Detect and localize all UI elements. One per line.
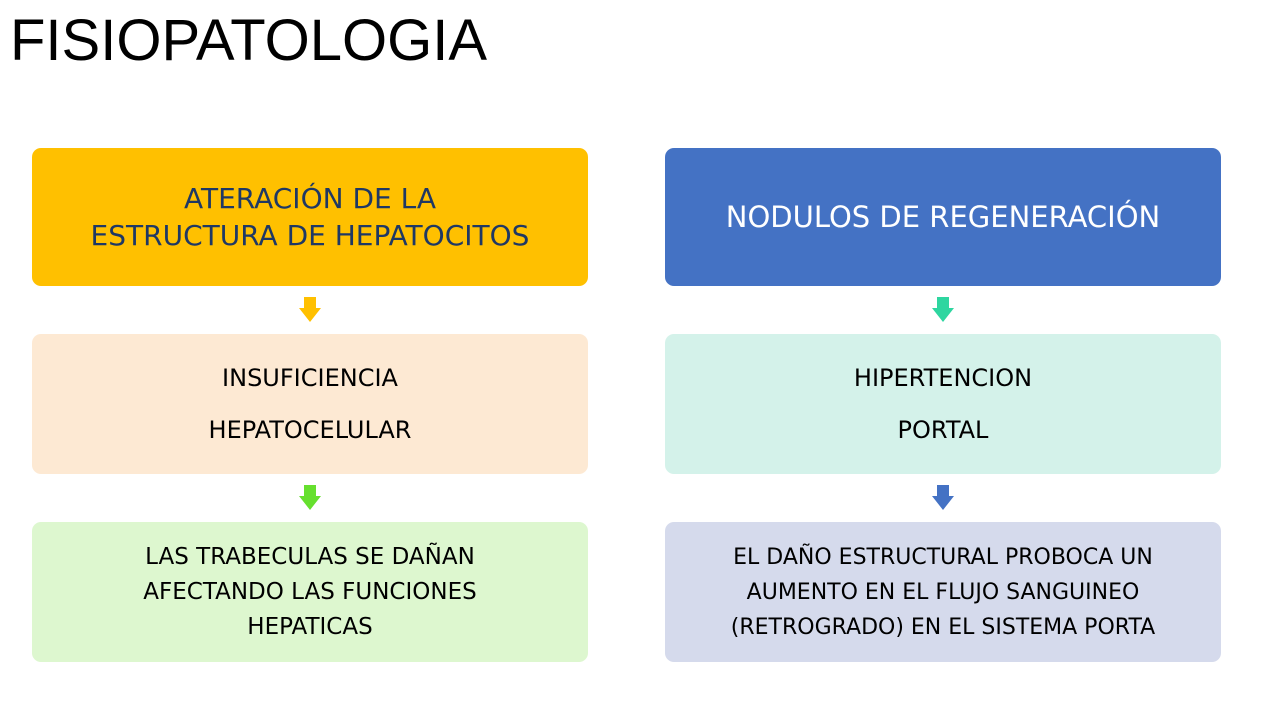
right-middle-line-2: PORTAL <box>897 416 989 444</box>
left-bottom-line-1: LAS TRABECULAS SE DAÑAN <box>145 543 475 570</box>
arrow-down-icon <box>932 485 954 510</box>
page-title: FISIOPATOLOGIA <box>10 8 487 73</box>
left-middle-line-2: HEPATOCELULAR <box>208 416 412 444</box>
left-middle-box <box>32 334 588 474</box>
arrow-down-icon <box>932 297 954 322</box>
left-bottom-line-2: AFECTANDO LAS FUNCIONES <box>143 578 477 605</box>
right-bottom-box <box>665 522 1221 662</box>
left-header-line-1: ATERACIÓN DE LA <box>184 182 436 215</box>
right-bottom-line-3: (RETROGRADO) EN EL SISTEMA PORTA <box>730 614 1156 640</box>
arrow-down-icon <box>299 485 321 510</box>
left-header-box <box>32 148 588 286</box>
left-bottom-box <box>32 522 588 662</box>
right-middle-box <box>665 334 1221 474</box>
right-bottom-line-2: AUMENTO EN EL FLUJO SANGUINEO <box>746 579 1140 605</box>
arrow-down-icon <box>299 297 321 322</box>
right-bottom-line-1: EL DAÑO ESTRUCTURAL PROBOCA UN <box>733 544 1153 570</box>
left-bottom-line-3: HEPATICAS <box>247 613 373 640</box>
right-header-line-1: NODULOS DE REGENERACIÓN <box>725 199 1161 234</box>
right-header-box <box>665 148 1221 286</box>
left-middle-line-1: INSUFICIENCIA <box>222 364 398 392</box>
right-middle-line-1: HIPERTENCION <box>853 364 1033 392</box>
left-header-line-2: ESTRUCTURA DE HEPATOCITOS <box>90 219 530 252</box>
